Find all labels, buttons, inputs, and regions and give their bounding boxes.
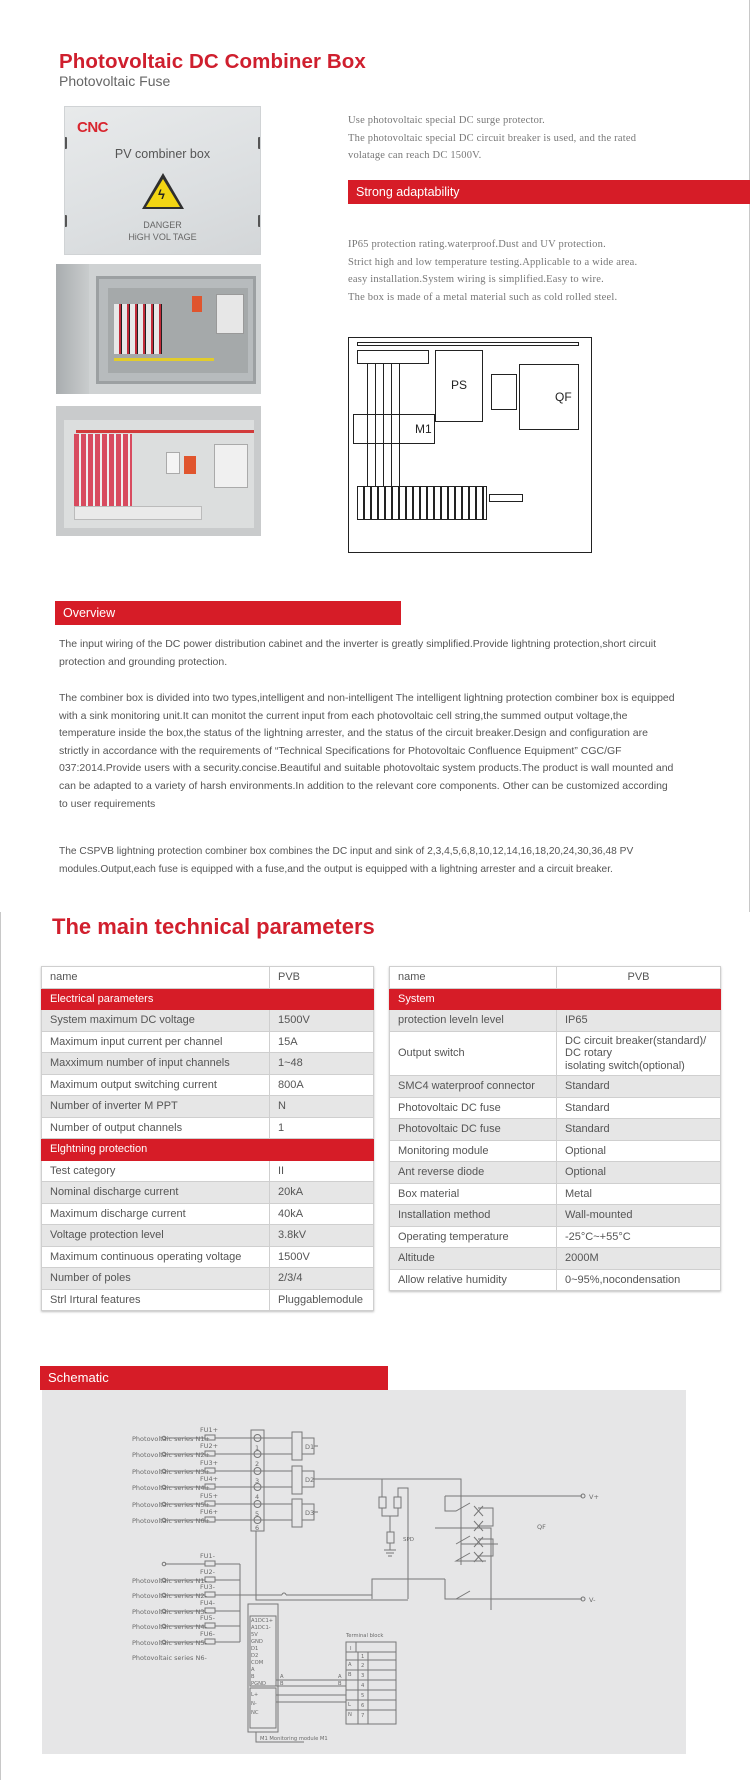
param-value: 0~95%,nocondensation xyxy=(557,1269,721,1291)
value-line: DC circuit breaker(standard)/ xyxy=(565,1034,707,1047)
param-name: Monitoring module xyxy=(390,1140,557,1162)
terminal-number: 6 xyxy=(255,1524,260,1532)
terminal-number: 5 xyxy=(255,1510,260,1518)
output-negative-label: V- xyxy=(589,1596,596,1604)
ps-label: PS xyxy=(451,378,468,392)
param-name: Number of inverter M PPT xyxy=(42,1096,270,1118)
terminal-number: 1 xyxy=(255,1444,260,1452)
table-row xyxy=(42,1096,374,1118)
fuse-row xyxy=(74,434,132,506)
param-value: Metal xyxy=(557,1183,721,1205)
value-line: isolating switch(optional) xyxy=(565,1059,685,1072)
series-label: Photovoltaic series N3- xyxy=(132,1608,207,1616)
terminal-number: 1 xyxy=(361,1654,365,1660)
bus-label: B xyxy=(280,1681,284,1687)
param-name: Photovoltaic DC fuse xyxy=(390,1119,557,1141)
fuse-label: FU6+ xyxy=(200,1508,219,1516)
breaker-label: QF xyxy=(537,1523,546,1531)
param-value: 1 xyxy=(270,1117,374,1139)
fuse-label: FU5+ xyxy=(200,1492,219,1500)
header-value: PVB xyxy=(270,967,374,989)
series-label: Photovoltaic series N5+ xyxy=(132,1501,210,1509)
terminal-block-header: I xyxy=(350,1646,352,1652)
table-section-row xyxy=(390,988,721,1010)
table-header-row xyxy=(390,967,721,989)
overview-paragraph: The input wiring of the DC power distribution cabinet and the inverter is greatly simplified.Provide lightning protection,short circuit protection and grounding protection. xyxy=(59,638,657,668)
lightning-bolt-icon: ϟ xyxy=(158,187,165,202)
param-value: N xyxy=(270,1096,374,1118)
module-label: M1 Monitoring module M1 xyxy=(260,1736,328,1742)
module-pin: D1 xyxy=(251,1646,259,1652)
param-name: Maximum discharge current xyxy=(42,1203,270,1225)
param-value: II xyxy=(270,1160,374,1182)
terminal-left: B xyxy=(348,1672,352,1678)
table-row xyxy=(390,1269,721,1291)
section-header-strong-adaptability: Strong adaptability xyxy=(348,180,750,204)
param-value: 1~48 xyxy=(270,1053,374,1075)
table-row xyxy=(42,1268,374,1290)
param-name: Photovoltaic DC fuse xyxy=(390,1097,557,1119)
fuse-label: FU3- xyxy=(200,1583,215,1591)
header-value: PVB xyxy=(557,967,721,989)
table-row xyxy=(390,1248,721,1270)
fuse-label: FU4+ xyxy=(200,1475,219,1483)
param-name: Maximum output switching current xyxy=(42,1074,270,1096)
series-label: Photovoltaic series N1- xyxy=(132,1577,207,1585)
table-row xyxy=(42,1289,374,1311)
door xyxy=(56,264,89,394)
fuse-label: FU1- xyxy=(200,1552,215,1560)
series-label: Photovoltaic series N2- xyxy=(132,1592,207,1600)
parameters-table-right xyxy=(389,966,721,1291)
terminal-number: 7 xyxy=(361,1713,365,1719)
terminal-number: 2 xyxy=(255,1460,260,1468)
param-value: 1500V xyxy=(270,1010,374,1032)
product-photo-interior xyxy=(56,406,261,536)
param-name: protection leveln level xyxy=(390,1010,557,1032)
terminal-number: 2 xyxy=(361,1663,365,1669)
param-name: SMC4 waterproof connector xyxy=(390,1076,557,1098)
ground-bar xyxy=(489,494,523,502)
table-row xyxy=(390,1162,721,1184)
terminal-left: N xyxy=(348,1712,352,1718)
table-row xyxy=(42,1010,374,1032)
section-label: Elghtning protection xyxy=(42,1139,374,1161)
param-value: Standard xyxy=(557,1076,721,1098)
param-value: Optional xyxy=(557,1162,721,1184)
ground-rail xyxy=(114,358,214,361)
page-subtitle: Photovoltaic Fuse xyxy=(59,73,171,89)
m1-label: M1 xyxy=(415,422,432,436)
series-label: Photovoltaic series N6- xyxy=(132,1654,207,1662)
module-pin: 5V xyxy=(251,1632,258,1638)
param-value: Optional xyxy=(557,1140,721,1162)
module-power-pin: L+ xyxy=(251,1692,259,1698)
section-label: System xyxy=(390,988,721,1010)
fuse-label: FU2+ xyxy=(200,1442,219,1450)
diode-block xyxy=(357,350,429,364)
overview-paragraph: The CSPVB lightning protection combiner box combines the DC input and sink of 2,3,4,5,6,8,10,12,14,16,18,20,24,30,36,48 PV modules.Output,each fuse is equipped with a fuse,and the output is equipped with a lightning arrester and a circuit breaker. xyxy=(59,846,634,875)
terminal-block-title: Terminal block xyxy=(346,1633,384,1639)
param-name: Maxximum number of input channels xyxy=(42,1053,270,1075)
schematic-diagram xyxy=(42,1390,686,1754)
brand-logo: CNC xyxy=(77,119,108,136)
param-name: Box material xyxy=(390,1183,557,1205)
table-section-row xyxy=(42,1139,374,1161)
table-row xyxy=(390,1205,721,1227)
qf-label: QF xyxy=(555,390,572,404)
parameters-title: The main technical parameters xyxy=(52,914,375,939)
param-value: -25°C~+55°C xyxy=(557,1226,721,1248)
fuse-label: FU4- xyxy=(200,1599,215,1607)
wire-bundle xyxy=(367,364,407,486)
fuse-label: FU6- xyxy=(200,1630,215,1638)
param-value xyxy=(557,1031,721,1076)
param-value: Standard xyxy=(557,1119,721,1141)
terminal-left: L xyxy=(348,1702,351,1708)
param-name: Voltage protection level xyxy=(42,1225,270,1247)
table-row xyxy=(42,1074,374,1096)
series-label: Photovoltaic series N1+ xyxy=(132,1435,210,1443)
param-name: Maximum input current per channel xyxy=(42,1031,270,1053)
layout-diagram xyxy=(348,337,592,553)
table-row xyxy=(42,1053,374,1075)
fuse-terminal-row xyxy=(357,486,487,520)
terminal-number: 6 xyxy=(361,1703,365,1709)
fuse-row xyxy=(114,304,162,354)
series-label: Photovoltaic series N4+ xyxy=(132,1484,210,1492)
param-name: Strl Irtural features xyxy=(42,1289,270,1311)
param-value: 15A xyxy=(270,1031,374,1053)
table-row xyxy=(42,1225,374,1247)
page-title: Photovoltaic DC Combiner Box xyxy=(59,50,366,73)
module-pin: GND xyxy=(251,1639,263,1645)
param-name: System maximum DC voltage xyxy=(42,1010,270,1032)
param-value: 1500V xyxy=(270,1246,374,1268)
module-pin: A xyxy=(251,1667,255,1673)
series-label: Photovoltaic series N6+ xyxy=(132,1517,210,1525)
module-pin: A1DC1+ xyxy=(251,1618,274,1624)
param-value: Standard xyxy=(557,1097,721,1119)
header-name: name xyxy=(390,967,557,989)
circuit-breaker xyxy=(214,444,248,488)
fuse-label: FU3+ xyxy=(200,1459,219,1467)
terminal-number: 4 xyxy=(361,1683,365,1689)
series-label: Photovoltaic series N4- xyxy=(132,1623,207,1631)
param-name: Installation method xyxy=(390,1205,557,1227)
bus-label: A xyxy=(338,1674,342,1680)
table-section-row xyxy=(42,988,374,1010)
overview-paragraph: The combiner box is divided into two types,intelligent and non-intelligent The intelligent lightning protection combiner box is equipped with a sink monitoring unit.It can monitot the current input from each photovoltaic cell string,the summed output voltage,the temperature inside the box,the status of the lightning arrester, and the status of the circuit breaker.Design and configuration are strictly in accordance with the requirements of “Technical Specifications for Photovoltaic Confluence Equipment” CGC/GF 037:2014.Provide users with a security.concise.Beautiful and suitable photovoltaic system products.The product is wall mounted and can be adapted to a variety of harsh environments.In addition to the relevant core components. Other can be customized according to user requirements xyxy=(59,692,675,810)
param-name: Allow relative humidity xyxy=(390,1269,557,1291)
table-header-row xyxy=(42,967,374,989)
surge-protector xyxy=(192,296,202,312)
terminal-number: 5 xyxy=(361,1693,365,1699)
spd-block xyxy=(491,374,517,410)
diode-label: D1 xyxy=(305,1443,315,1451)
section-label: Electrical parameters xyxy=(42,988,374,1010)
module-pin: A1DC1- xyxy=(251,1625,271,1631)
hinge-icon xyxy=(258,137,261,149)
param-value: 20kA xyxy=(270,1182,374,1204)
adaptability-line: Strict high and low temperature testing.Applicable to a wide area. xyxy=(348,256,638,268)
value-line: DC rotary xyxy=(565,1047,613,1059)
terminal-number: 4 xyxy=(255,1493,260,1501)
section-header-schematic: Schematic xyxy=(40,1366,388,1390)
intro-line: Use photovoltaic special DC surge protector. xyxy=(348,115,545,126)
module-power-pin: N- xyxy=(251,1701,257,1707)
param-name: Number of output channels xyxy=(42,1117,270,1139)
series-label: Photovoltaic series N5- xyxy=(132,1639,207,1647)
param-name: Number of poles xyxy=(42,1268,270,1290)
fuse-label: FU1+ xyxy=(200,1426,219,1434)
adaptability-line: The box is made of a metal material such as cold rolled steel. xyxy=(348,291,618,303)
table-row xyxy=(390,1076,721,1098)
module-power-pin: NC xyxy=(251,1710,259,1716)
module-pin: COM xyxy=(251,1660,264,1666)
fuse-label: FU2- xyxy=(200,1568,215,1576)
table-row xyxy=(390,1031,721,1076)
intro-line: The photovoltaic special DC circuit breaker is used, and the rated xyxy=(348,132,637,144)
table-row xyxy=(390,1140,721,1162)
top-rail xyxy=(357,342,579,346)
param-name: Operating temperature xyxy=(390,1226,557,1248)
param-value: 2/3/4 xyxy=(270,1268,374,1290)
series-label: Photovoltaic series N3+ xyxy=(132,1468,210,1476)
terminal-number: 3 xyxy=(255,1477,260,1485)
monitoring-module xyxy=(166,452,180,474)
table-row xyxy=(42,1246,374,1268)
table-row xyxy=(42,1182,374,1204)
header-name: name xyxy=(42,967,270,989)
diode-label: D3 xyxy=(305,1509,315,1517)
box-label: PV combiner box xyxy=(114,147,211,161)
terminal-row xyxy=(74,506,202,520)
param-value: 40kA xyxy=(270,1203,374,1225)
hinge-icon xyxy=(64,215,67,227)
busbar xyxy=(76,430,254,433)
fuse-label: FU5- xyxy=(200,1614,215,1622)
surge-protector xyxy=(184,456,196,474)
section-header-overview: Overview xyxy=(55,601,401,625)
param-name: Altitude xyxy=(390,1248,557,1270)
table-row xyxy=(390,1183,721,1205)
param-value: Pluggablemodule xyxy=(270,1289,374,1311)
table-row xyxy=(42,1031,374,1053)
parameters-table-left xyxy=(41,966,374,1311)
param-name: Ant reverse diode xyxy=(390,1162,557,1184)
param-name: Test category xyxy=(42,1160,270,1182)
param-name: Maximum continuous operating voltage xyxy=(42,1246,270,1268)
param-value: 2000M xyxy=(557,1248,721,1270)
adaptability-line: IP65 protection rating.waterproof.Dust and UV protection. xyxy=(348,239,606,250)
page-border-left xyxy=(0,912,1,1780)
hinge-icon xyxy=(64,137,67,149)
adaptability-description xyxy=(348,236,743,306)
table-row xyxy=(390,1010,721,1032)
intro-description xyxy=(348,112,743,165)
bus-label: A xyxy=(280,1674,284,1680)
output-positive-label: V+ xyxy=(589,1493,599,1501)
param-value: 800A xyxy=(270,1074,374,1096)
series-label: Photovoltaic series N2+ xyxy=(132,1451,210,1459)
param-name: Output switch xyxy=(390,1031,557,1076)
spd-label: SPD xyxy=(403,1537,415,1543)
table-row xyxy=(42,1160,374,1182)
table-row xyxy=(390,1119,721,1141)
param-value: IP65 xyxy=(557,1010,721,1032)
danger-line-1: DANGER xyxy=(143,220,182,230)
danger-line-2: HiGH VOL TAGE xyxy=(128,232,197,242)
product-photo-front xyxy=(64,106,261,255)
product-photo-open xyxy=(56,264,261,394)
intro-line: volatage can reach DC 1500V. xyxy=(348,150,482,161)
terminal-left: A xyxy=(348,1662,352,1668)
circuit-breaker xyxy=(216,294,244,334)
module-pin: B xyxy=(251,1674,255,1680)
table-row xyxy=(390,1097,721,1119)
table-row xyxy=(390,1226,721,1248)
table-row xyxy=(42,1117,374,1139)
diode-label: D2 xyxy=(305,1476,315,1484)
terminal-number: 3 xyxy=(361,1673,365,1679)
param-value: Wall-mounted xyxy=(557,1205,721,1227)
module-pin: PGND xyxy=(251,1681,267,1687)
param-name: Nominal discharge current xyxy=(42,1182,270,1204)
hinge-icon xyxy=(258,215,261,227)
bus-label: B xyxy=(338,1681,342,1687)
param-value: 3.8kV xyxy=(270,1225,374,1247)
danger-label xyxy=(65,219,260,243)
table-row xyxy=(42,1203,374,1225)
adaptability-line: easy installation.System wiring is simplified.Easy to wire. xyxy=(348,274,604,285)
module-pin: D2 xyxy=(251,1653,259,1659)
